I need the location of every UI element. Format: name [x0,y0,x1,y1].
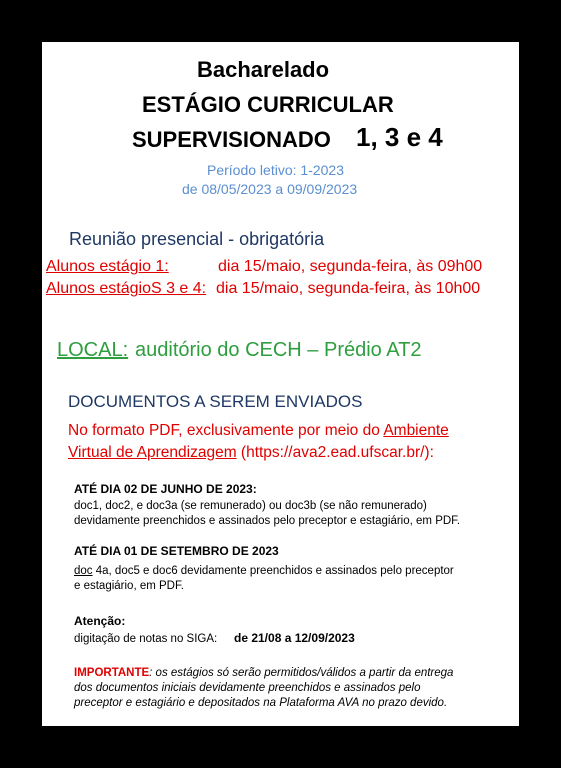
local-value: auditório do CECH – Prédio AT2 [135,339,422,361]
importante-label: IMPORTANTE [74,667,150,679]
prazo2-title: ATÉ DIA 01 DE SETEMBRO DE 2023 [74,544,279,558]
documentos-intro-line1 [68,422,449,440]
ava-link-part2[interactable]: Virtual de Aprendizagem [68,444,237,461]
prazo2-line1-rest: 4a, doc5 e doc6 devidamente preenchidos e assinados pelo preceptor [92,565,454,577]
header-line1: Bacharelado [197,57,330,82]
documentos-intro-line2 [68,444,434,462]
grupo2-info: dia 15/maio, segunda-feira, às 10h00 [216,280,481,297]
local-label: LOCAL: [57,339,129,361]
atencao-label: digitação de notas no SIGA: [74,633,218,645]
reuniao-title: Reunião presencial - obrigatória [69,229,325,249]
prazo1-line1: doc1, doc2, e doc3a (se remunerado) ou doc3b (se não remunerado) [74,500,427,512]
prazo1-line2: devidamente preenchidos e assinados pelo preceptor e estagiário, em PDF. [74,515,461,527]
header-line2: ESTÁGIO CURRICULAR [142,92,394,117]
periodo-letivo: Período letivo: 1-2023 [207,162,344,178]
documentos-title: DOCUMENTOS A SEREM ENVIADOS [68,392,363,411]
grupo1-label: Alunos estágio 1: [46,258,169,275]
importante-line3: preceptor e estagiário e depositados na Plataforma AVA no prazo devido. [74,697,448,709]
importante-line2: dos documentos iniciais devidamente preenchidos e assinados pelo [74,682,421,694]
document-page [42,42,519,726]
grupo1-info: dia 15/maio, segunda-feira, às 09h00 [218,258,483,275]
importante-line1 [74,666,453,681]
prazo1-title: ATÉ DIA 02 DE JUNHO DE 2023: [74,482,257,496]
grupo2-label: Alunos estágioS 3 e 4: [46,280,207,297]
header-line3-suffix: 1, 3 e 4 [356,122,443,152]
atencao-value: de 21/08 a 12/09/2023 [234,631,355,645]
header-line3: SUPERVISIONADO [132,127,331,152]
atencao-title: Atenção: [74,614,126,628]
documentos-intro-pre: No formato PDF, exclusivamente por meio do [68,422,384,439]
prazo2-doc: doc [74,565,93,577]
importante-line1-rest: : os estágios só serão permitidos/válidos a partir da entrega [149,667,454,679]
documentos-intro-post: (https://ava2.ead.ufscar.br/): [236,444,434,461]
periodo-datas: de 08/05/2023 a 09/09/2023 [182,181,358,197]
prazo2-line2: e estagiário, em PDF. [74,580,184,592]
prazo2-line1 [74,564,454,579]
ava-link-part1[interactable]: Ambiente [383,422,449,439]
